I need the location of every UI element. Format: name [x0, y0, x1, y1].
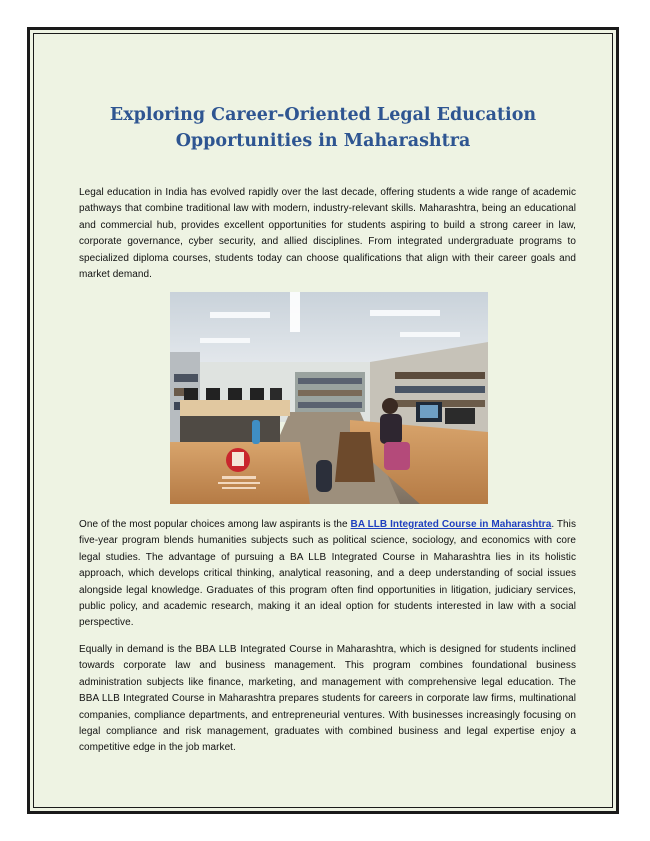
library-photo: [170, 292, 488, 504]
title-line-2: Opportunities in Maharashtra: [175, 131, 471, 151]
bba-llb-paragraph: Equally in demand is the BBA LLB Integrated Course in Maharashtra, which is designed for students inclined towards corporate law and business management. This program combines foundational business administration subjects like finance, marketing, and management with comprehensive legal education. The BBA LLB Integrated Course in Maharashtra prepares students for careers in corporate law firms, multinational companies, compliance departments, and entrepreneurial ventures. With businesses increasingly focusing on legal compliance and risk management, graduates with combined business and legal expertise enjoy a competitive edge in the job market.: [79, 644, 576, 754]
ba-llb-paragraph: [79, 517, 576, 632]
intro-paragraph: Legal education in India has evolved rapidly over the last decade, offering students a wide range of academic pathways that combine traditional law with modern, industry-relevant skills. Maharashtra, being an educational and commercial hub, provides excellent opportunities for students aspiring to build a strong career in law, corporate governance, cyber security, and allied disciplines. From integrated undergraduate programs to specialized diploma courses, students today can choose qualifications that align with their career goals and market demand.: [79, 187, 576, 281]
ba-llb-course-link[interactable]: BA LLB Integrated Course in Maharashtra: [350, 519, 552, 530]
page-frame: [27, 27, 619, 814]
para2-intro-text: One of the most popular choices among law aspirants is the: [79, 519, 351, 530]
title-line-1: Exploring Career-Oriented Legal Education: [109, 105, 537, 125]
para2-body-text: . This five-year program blends humanities subjects such as political science, sociology, and economics with core legal studies. The advantage of pursuing a BA LLB Integrated Course in Maharashtra lies in its holistic approach, which develops critical thinking, analytical reasoning, and a deep understanding of social issues alongside legal knowledge. Graduates of this program often find opportunities in litigation, judiciary services, public policy, and academic research, making it an ideal option for students interested in law with a social perspective.: [79, 519, 576, 629]
article-title: [60, 102, 586, 154]
